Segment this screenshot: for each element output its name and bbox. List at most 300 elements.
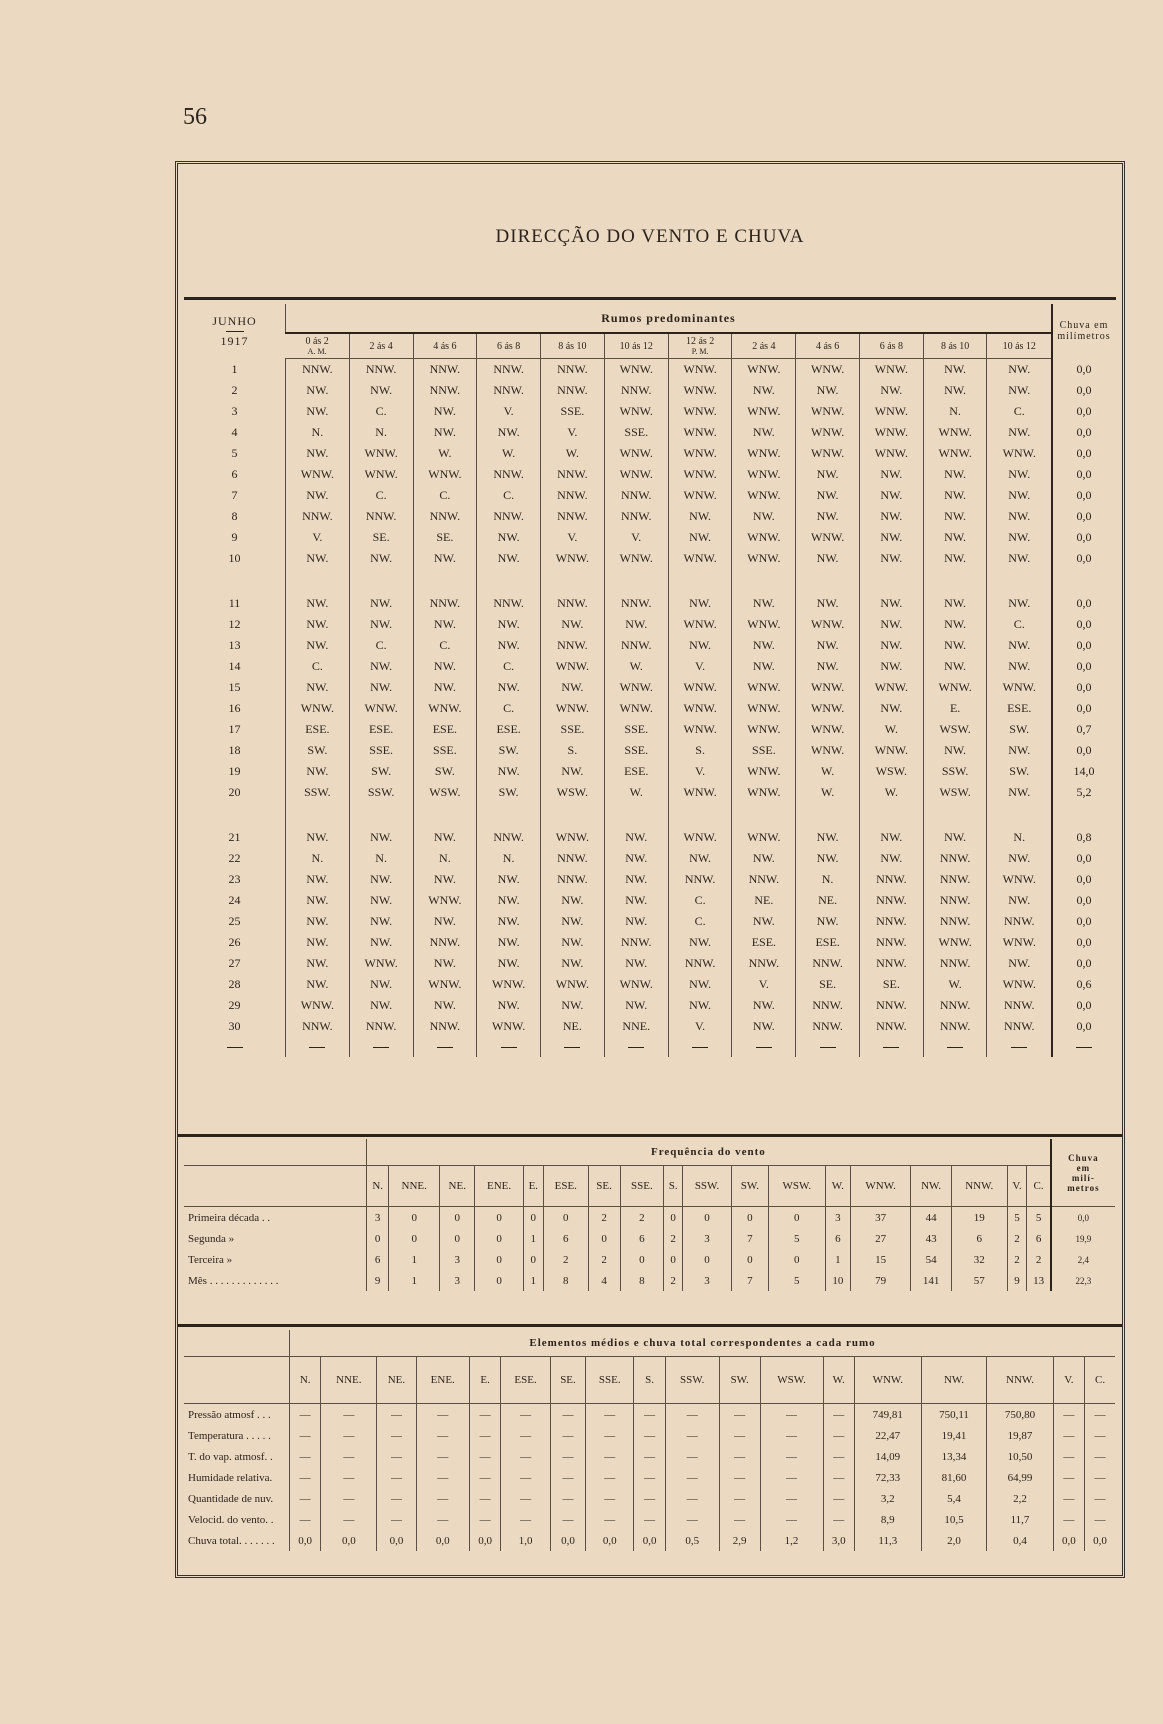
- day-number: 13: [228, 638, 241, 652]
- frequency-value: 0: [366, 1228, 388, 1249]
- element-value: —: [1085, 1404, 1115, 1426]
- direction-header: WNW.: [854, 1357, 921, 1404]
- rumos-predominantes-label: Rumos predominantes: [286, 304, 1053, 333]
- dash: [227, 1047, 243, 1048]
- wind-direction-cell: C.: [413, 485, 477, 506]
- element-value: —: [416, 1488, 469, 1509]
- gap-cell: [796, 803, 860, 827]
- wind-direction-cell: NW.: [668, 932, 732, 953]
- wind-direction-cell: NNW.: [604, 932, 668, 953]
- gap-cell: [732, 569, 796, 593]
- wind-direction-cell: NW.: [732, 380, 796, 401]
- wind-direction-cell: NW.: [859, 848, 923, 869]
- gap-cell: [859, 803, 923, 827]
- gap-cell: [923, 803, 987, 827]
- day-row: [184, 401, 1115, 422]
- wind-direction-cell: NW.: [349, 380, 413, 401]
- frequency-value: 7: [731, 1228, 768, 1249]
- day-number: 17: [228, 722, 241, 736]
- element-value: —: [290, 1404, 321, 1426]
- wind-direction-cell: SSE.: [541, 719, 605, 740]
- element-value: —: [501, 1425, 551, 1446]
- frequency-rain: 0,0: [1051, 1207, 1115, 1229]
- wind-direction-cell: WNW.: [796, 359, 860, 381]
- wind-direction-cell: NW.: [477, 869, 541, 890]
- wind-direction-cell: ESE.: [349, 719, 413, 740]
- rain-value: 0,0: [1052, 890, 1115, 911]
- wind-direction-cell: NW.: [796, 485, 860, 506]
- element-value: —: [1053, 1509, 1084, 1530]
- wind-direction-cell: NW.: [413, 995, 477, 1016]
- element-value: —: [550, 1509, 585, 1530]
- element-value: 0,0: [469, 1530, 500, 1551]
- year-label: 1917: [220, 333, 249, 348]
- wind-direction-cell: NNW.: [413, 380, 477, 401]
- element-value: —: [377, 1404, 416, 1426]
- wind-direction-cell: NW.: [732, 593, 796, 614]
- day-number: 28: [228, 977, 241, 991]
- dash-cell: [541, 1037, 605, 1057]
- element-value: 2,2: [987, 1488, 1053, 1509]
- wind-direction-cell: NE.: [541, 1016, 605, 1037]
- wind-direction-cell: NW.: [477, 932, 541, 953]
- page-title: DIRECÇÃO DO VENTO E CHUVA: [495, 226, 805, 247]
- rain-value: 0,0: [1052, 506, 1115, 527]
- gap-cell: [1052, 803, 1115, 827]
- direction-header: NNE.: [321, 1357, 377, 1404]
- direction-header: ENE.: [416, 1357, 469, 1404]
- wind-direction-cell: WSW.: [859, 761, 923, 782]
- wind-direction-cell: NW.: [477, 677, 541, 698]
- direction-header: SE.: [588, 1166, 620, 1207]
- gap-cell: [604, 569, 668, 593]
- wind-direction-cell: SW.: [286, 740, 350, 761]
- frequency-value: 2: [1007, 1228, 1027, 1249]
- wind-direction-cell: NW.: [477, 761, 541, 782]
- element-value: —: [586, 1509, 634, 1530]
- element-value: 10,5: [921, 1509, 987, 1530]
- frequency-value: 3: [440, 1249, 475, 1270]
- element-value: 3,2: [854, 1488, 921, 1509]
- element-value: 0,0: [416, 1530, 469, 1551]
- wind-direction-cell: NNW.: [541, 380, 605, 401]
- wind-direction-cell: NNW.: [987, 911, 1052, 932]
- wind-direction-cell: NW.: [541, 761, 605, 782]
- day-number: 6: [231, 467, 238, 481]
- wind-direction-cell: SE.: [796, 974, 860, 995]
- dash: [564, 1047, 580, 1048]
- frequency-value: 0: [620, 1249, 664, 1270]
- wind-direction-cell: NW.: [987, 953, 1052, 974]
- wind-direction-cell: NW.: [987, 359, 1052, 381]
- wind-direction-cell: V.: [477, 401, 541, 422]
- day-number: 4: [231, 425, 238, 439]
- frequency-value: 3: [683, 1228, 732, 1249]
- direction-header: E.: [523, 1166, 543, 1207]
- gap-cell: [923, 569, 987, 593]
- wind-direction-cell: SW.: [413, 761, 477, 782]
- rain-value: 0,0: [1052, 548, 1115, 569]
- wind-direction-cell: WNW.: [732, 548, 796, 569]
- day-number: 5: [231, 446, 238, 460]
- frequency-value: 0: [683, 1249, 732, 1270]
- wind-direction-cell: SE.: [859, 974, 923, 995]
- wind-direction-cell: WNW.: [796, 401, 860, 422]
- element-row: [184, 1404, 1115, 1426]
- wind-direction-cell: WNW.: [796, 698, 860, 719]
- frequency-value: 37: [850, 1207, 910, 1229]
- wind-direction-cell: C.: [987, 614, 1052, 635]
- wind-direction-cell: WNW.: [413, 464, 477, 485]
- frequency-value: 27: [850, 1228, 910, 1249]
- frequency-value: 0: [389, 1228, 440, 1249]
- period-label: Mês . . . . . . . . . . . . .: [188, 1274, 279, 1287]
- wind-direction-cell: NW.: [732, 506, 796, 527]
- frequency-rain: 19,9: [1051, 1228, 1115, 1249]
- wind-direction-cell: NW.: [796, 464, 860, 485]
- wind-direction-cell: NW.: [286, 401, 350, 422]
- element-value: —: [377, 1509, 416, 1530]
- direction-header: WSW.: [760, 1357, 823, 1404]
- hour-header: [541, 333, 605, 359]
- wind-direction-cell: NW.: [477, 953, 541, 974]
- rain-value: 0,0: [1052, 485, 1115, 506]
- dash-cell: [286, 1037, 350, 1057]
- element-value: —: [634, 1425, 665, 1446]
- wind-direction-cell: NNW.: [349, 1016, 413, 1037]
- wind-direction-cell: NNW.: [859, 1016, 923, 1037]
- gap-cell: [1052, 569, 1115, 593]
- element-value: —: [290, 1467, 321, 1488]
- dash: [501, 1047, 517, 1048]
- dash-cell: [796, 1037, 860, 1057]
- element-value: —: [823, 1509, 854, 1530]
- wind-direction-cell: WNW.: [668, 782, 732, 803]
- frequency-value: 6: [951, 1228, 1007, 1249]
- frequency-value: 0: [475, 1207, 523, 1229]
- wind-direction-cell: SSE.: [604, 422, 668, 443]
- wind-direction-cell: W.: [541, 443, 605, 464]
- hour-header-row: [184, 333, 1115, 359]
- day-row: [184, 635, 1115, 656]
- wind-direction-cell: WNW.: [668, 698, 732, 719]
- wind-direction-cell: NW.: [286, 827, 350, 848]
- frequency-value: 2: [588, 1207, 620, 1229]
- frequency-value: 2: [1007, 1249, 1027, 1270]
- day-row: [184, 548, 1115, 569]
- wind-direction-cell: NW.: [668, 635, 732, 656]
- wind-direction-cell: NW.: [796, 548, 860, 569]
- wind-direction-cell: NNW.: [923, 911, 987, 932]
- wind-direction-cell: WNW.: [541, 827, 605, 848]
- wind-direction-cell: NNW.: [923, 1016, 987, 1037]
- day-number: 22: [228, 851, 241, 865]
- frequency-row: [184, 1207, 1115, 1229]
- hour-header: [413, 333, 477, 359]
- wind-direction-cell: WNW.: [668, 719, 732, 740]
- wind-direction-cell: WNW.: [286, 995, 350, 1016]
- element-value: 2,9: [719, 1530, 760, 1551]
- element-value: —: [634, 1488, 665, 1509]
- frequency-value: 2: [1027, 1249, 1051, 1270]
- rain-value: 0,8: [1052, 827, 1115, 848]
- element-value: —: [760, 1509, 823, 1530]
- wind-direction-cell: N.: [349, 422, 413, 443]
- gap-cell: [541, 569, 605, 593]
- element-value: —: [586, 1488, 634, 1509]
- gap-cell: [987, 569, 1052, 593]
- day-row: [184, 827, 1115, 848]
- wind-direction-cell: WNW.: [796, 740, 860, 761]
- wind-direction-cell: NNW.: [923, 848, 987, 869]
- hour-range: 12 ás 2: [685, 336, 715, 347]
- wind-direction-cell: WNW.: [668, 548, 732, 569]
- wind-direction-cell: SSE.: [732, 740, 796, 761]
- element-value: —: [290, 1488, 321, 1509]
- wind-direction-cell: NW.: [859, 593, 923, 614]
- wind-direction-cell: S.: [668, 740, 732, 761]
- element-value: 749,81: [854, 1404, 921, 1426]
- wind-direction-cell: SE.: [349, 527, 413, 548]
- wind-direction-cell: NNW.: [604, 593, 668, 614]
- wind-direction-table: [184, 304, 1115, 1057]
- wind-direction-cell: NW.: [541, 911, 605, 932]
- frequency-value: 3: [440, 1270, 475, 1291]
- wind-direction-cell: SSE.: [604, 740, 668, 761]
- frequency-value: 2: [620, 1207, 664, 1229]
- wind-direction-cell: N.: [349, 848, 413, 869]
- wind-direction-cell: NW.: [923, 527, 987, 548]
- rain-value: 0,0: [1052, 932, 1115, 953]
- element-value: —: [416, 1509, 469, 1530]
- element-value: —: [1053, 1404, 1084, 1426]
- frequency-row: [184, 1228, 1115, 1249]
- element-value: 750,80: [987, 1404, 1053, 1426]
- element-value: 19,87: [987, 1425, 1053, 1446]
- closing-dash-row: [184, 1037, 1115, 1057]
- wind-direction-cell: NW.: [987, 485, 1052, 506]
- wind-direction-cell: NNW.: [987, 995, 1052, 1016]
- wind-direction-cell: NW.: [349, 974, 413, 995]
- wind-direction-cell: NW.: [286, 443, 350, 464]
- element-value: 2,0: [921, 1530, 987, 1551]
- wind-direction-cell: WNW.: [732, 443, 796, 464]
- frequency-value: 6: [825, 1228, 850, 1249]
- wind-direction-cell: WNW.: [668, 827, 732, 848]
- hour-range: 0 ás 2: [305, 336, 329, 347]
- element-value: —: [1085, 1446, 1115, 1467]
- rain-value: 0,0: [1052, 359, 1115, 381]
- wind-direction-cell: NW.: [732, 635, 796, 656]
- wind-direction-cell: NW.: [987, 527, 1052, 548]
- wind-direction-cell: WSW.: [923, 782, 987, 803]
- wind-direction-cell: NW.: [732, 422, 796, 443]
- wind-direction-cell: NW.: [413, 911, 477, 932]
- frequency-value: 4: [588, 1270, 620, 1291]
- wind-direction-cell: NW.: [286, 593, 350, 614]
- wind-direction-cell: N.: [923, 401, 987, 422]
- frequency-value: 13: [1027, 1270, 1051, 1291]
- frequency-value: 0: [683, 1207, 732, 1229]
- wind-direction-cell: V.: [541, 422, 605, 443]
- wind-direction-cell: NNW.: [477, 359, 541, 381]
- wind-direction-cell: W.: [477, 443, 541, 464]
- freq-column-header: [184, 1166, 1115, 1207]
- element-value: 13,34: [921, 1446, 987, 1467]
- frequency-rain: 2,4: [1051, 1249, 1115, 1270]
- wind-direction-cell: NW.: [286, 485, 350, 506]
- element-value: 0,0: [290, 1530, 321, 1551]
- hour-range: 10 ás 12: [1002, 340, 1036, 352]
- wind-direction-cell: NW.: [349, 656, 413, 677]
- period-label: Segunda »: [188, 1232, 235, 1245]
- wind-direction-cell: SSE.: [413, 740, 477, 761]
- wind-direction-cell: NW.: [732, 911, 796, 932]
- wind-direction-cell: NW.: [286, 953, 350, 974]
- frequency-value: 1: [523, 1270, 543, 1291]
- gap-cell: [796, 569, 860, 593]
- day-number: 10: [228, 551, 241, 565]
- wind-direction-cell: NW.: [541, 890, 605, 911]
- element-value: 0,0: [321, 1530, 377, 1551]
- wind-direction-cell: NW.: [541, 995, 605, 1016]
- wind-direction-cell: NW.: [796, 593, 860, 614]
- rain-value: 0,0: [1052, 698, 1115, 719]
- wind-direction-cell: NNW.: [286, 506, 350, 527]
- direction-header: NNW.: [951, 1166, 1007, 1207]
- frequency-value: 3: [825, 1207, 850, 1229]
- direction-header: S.: [664, 1166, 683, 1207]
- dash: [437, 1047, 453, 1048]
- wind-direction-cell: ESE.: [987, 698, 1052, 719]
- element-label: Humidade relativa.: [188, 1471, 273, 1484]
- dash-cell: [1052, 1037, 1115, 1057]
- rain-value: 0,0: [1052, 677, 1115, 698]
- element-value: —: [290, 1446, 321, 1467]
- wind-direction-cell: WNW.: [859, 422, 923, 443]
- wind-direction-cell: NNW.: [413, 593, 477, 614]
- wind-direction-cell: WNW.: [668, 401, 732, 422]
- wind-direction-cell: WNW.: [541, 656, 605, 677]
- wind-direction-cell: NNW.: [732, 869, 796, 890]
- day-row: [184, 974, 1115, 995]
- element-value: —: [550, 1467, 585, 1488]
- wind-direction-cell: NNW.: [923, 995, 987, 1016]
- wind-direction-cell: WNW.: [668, 359, 732, 381]
- hour-range: 8 ás 10: [558, 340, 587, 352]
- wind-direction-cell: NNW.: [859, 932, 923, 953]
- element-value: —: [823, 1467, 854, 1488]
- dash: [883, 1047, 899, 1048]
- element-value: —: [377, 1467, 416, 1488]
- gap-cell: [477, 569, 541, 593]
- element-value: —: [823, 1404, 854, 1426]
- wind-direction-cell: NNW.: [477, 464, 541, 485]
- section-divider: [178, 1134, 1122, 1137]
- day-number: 20: [228, 785, 241, 799]
- rain-value: 0,0: [1052, 380, 1115, 401]
- wind-direction-cell: NNW.: [668, 953, 732, 974]
- rain-value: 0,0: [1052, 422, 1115, 443]
- rain-value: 0,0: [1052, 614, 1115, 635]
- wind-direction-cell: WNW.: [541, 548, 605, 569]
- wind-direction-cell: NW.: [732, 1016, 796, 1037]
- frequency-value: 2: [543, 1249, 588, 1270]
- dash-cell: [923, 1037, 987, 1057]
- wind-direction-cell: NW.: [923, 593, 987, 614]
- wind-direction-cell: NW.: [859, 506, 923, 527]
- frequency-value: 0: [731, 1207, 768, 1229]
- wind-direction-cell: NNW.: [604, 485, 668, 506]
- wind-direction-cell: WNW.: [923, 422, 987, 443]
- element-value: —: [416, 1425, 469, 1446]
- dash-cell: [732, 1037, 796, 1057]
- wind-direction-cell: W.: [859, 782, 923, 803]
- hour-range: 4 ás 6: [433, 340, 457, 352]
- element-value: —: [634, 1509, 665, 1530]
- wind-direction-cell: NNW.: [286, 359, 350, 381]
- direction-header: SW.: [731, 1166, 768, 1207]
- day-row: [184, 911, 1115, 932]
- day-row: [184, 719, 1115, 740]
- wind-direction-cell: WNW.: [987, 677, 1052, 698]
- frequency-value: 54: [911, 1249, 951, 1270]
- wind-direction-cell: WSW.: [541, 782, 605, 803]
- wind-direction-cell: NW.: [923, 635, 987, 656]
- rain-value: 0,0: [1052, 443, 1115, 464]
- day-row: [184, 422, 1115, 443]
- day-row: [184, 380, 1115, 401]
- wind-direction-cell: NE.: [732, 890, 796, 911]
- wind-direction-cell: NW.: [286, 761, 350, 782]
- wind-direction-cell: WNW.: [349, 464, 413, 485]
- gap-cell: [732, 803, 796, 827]
- element-value: —: [416, 1467, 469, 1488]
- day-number: 2: [231, 383, 238, 397]
- wind-direction-cell: N.: [477, 848, 541, 869]
- element-value: —: [416, 1446, 469, 1467]
- wind-direction-cell: NW.: [668, 848, 732, 869]
- frequency-value: 6: [1027, 1228, 1051, 1249]
- wind-direction-cell: WNW.: [477, 974, 541, 995]
- element-value: —: [665, 1404, 719, 1426]
- rain-value: 0,0: [1052, 869, 1115, 890]
- element-value: 0,0: [1053, 1530, 1084, 1551]
- wind-direction-cell: WNW.: [732, 464, 796, 485]
- element-row: [184, 1467, 1115, 1488]
- element-value: —: [1053, 1425, 1084, 1446]
- gap-cell: [541, 803, 605, 827]
- gap-cell: [349, 569, 413, 593]
- element-label: Pressão atmosf . . .: [188, 1408, 271, 1421]
- wind-direction-cell: NW.: [413, 401, 477, 422]
- wind-direction-cell: NNW.: [859, 995, 923, 1016]
- rain-value: 0,0: [1052, 995, 1115, 1016]
- frequency-value: 32: [951, 1249, 1007, 1270]
- wind-direction-cell: NW.: [987, 890, 1052, 911]
- day-row: [184, 677, 1115, 698]
- day-row: [184, 698, 1115, 719]
- wind-direction-cell: SW.: [349, 761, 413, 782]
- elem-label-header: [184, 1357, 290, 1404]
- rain-value: 14,0: [1052, 761, 1115, 782]
- day-number: 30: [228, 1019, 241, 1033]
- rain-value: 0,0: [1052, 911, 1115, 932]
- direction-header: C.: [1027, 1166, 1051, 1207]
- element-value: —: [321, 1488, 377, 1509]
- wind-direction-cell: WNW.: [604, 443, 668, 464]
- dash-cell: [184, 1037, 286, 1057]
